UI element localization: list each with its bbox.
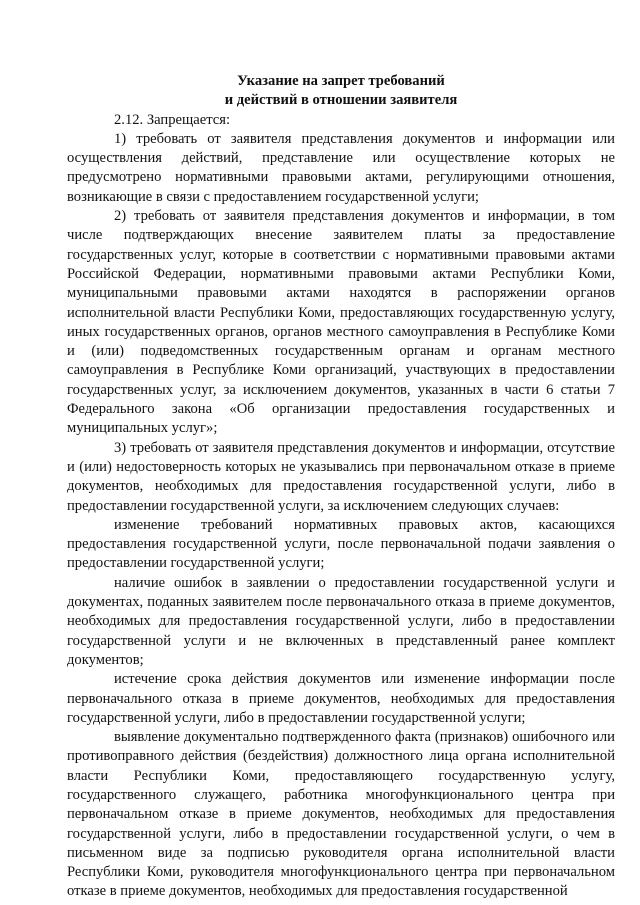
heading-line-2: и действий в отношении заявителя	[224, 92, 458, 109]
section-heading	[67, 72, 615, 111]
prohibition-item-2: 2) требовать от заявителя представления документов и информации, в том числе подтверждающих внесение заявителем платы за предоставление государственных услуг, которые в соответствии с нормативными правовыми актами Российской Федерации, нормативными правовыми актами Республики Коми, муниципальными правовыми актами находятся в распоряжении органов исполнительной власти Республики Коми, предоставляющих государственную услугу, иных государственных органов, органов местного самоуправления в Республике Коми и (или) подведомственных государственным органам и органам местного самоуправления в Республике Коми организаций, участвующих в предоставлении государственных услуг, за исключением документов, указанных в части 6 статьи 7 Федерального закона «Об организации предоставления государственных и муниципальных услуг»;	[67, 208, 615, 437]
clause-intro: 2.12. Запрещается:	[114, 111, 231, 128]
exception-official-misconduct: выявление документально подтвержденного факта (признаков) ошибочного или противоправного действия (бездействия) должностного лица органа исполнительной власти Республики Коми, предоставляющего государственную услугу, государственного служащего, работника многофункционального центра при первоначальном отказе в приеме документов, необходимых для предоставления государственной услуги, либо в предоставлении государственной услуги, о чем в письменном виде за подписью руководителя органа исполнительной власти Республики Коми, руководителя многофункционального центра при первоначальном отказе в приеме документов, необходимых для предоставления государственной	[67, 729, 615, 900]
exception-requirements-change: изменение требований нормативных правовых актов, касающихся предоставления государственной услуги, после первоначальной подачи заявления о предоставлении государственной услуги;	[67, 516, 615, 572]
exception-document-expiry: истечение срока действия документов или изменение информации после первоначального отказа в приеме документов, необходимых для предоставления государственной услуги, либо в предоставлении государственной услуги;	[67, 671, 615, 726]
prohibition-item-3: 3) требовать от заявителя представления документов и информации, отсутствие и (или) недостоверность которых не указывались при первоначальном отказе в приеме документов, необходимых для предоставления государственной услуги, либо в предоставлении государственной услуги, за исключением следующих случаев:	[67, 439, 615, 514]
document-page	[67, 72, 615, 902]
exception-errors-in-application: наличие ошибок в заявлении о предоставлении государственной услуги и документах, поданных заявителем после первоначального отказа в приеме документов, необходимых для предоставления государственной услуги, либо в предоставлении государственной услуги и не включенных в представленный ранее комплект документов;	[67, 574, 615, 668]
prohibition-item-1: 1) требовать от заявителя представления документов и информации или осуществления действий, представление или осуществление которых не предусмотрено нормативными правовыми актами, регулирующими отношения, возникающие в связи с предоставлением государственной услуги;	[67, 130, 615, 205]
heading-line-1: Указание на запрет требований	[237, 73, 445, 89]
